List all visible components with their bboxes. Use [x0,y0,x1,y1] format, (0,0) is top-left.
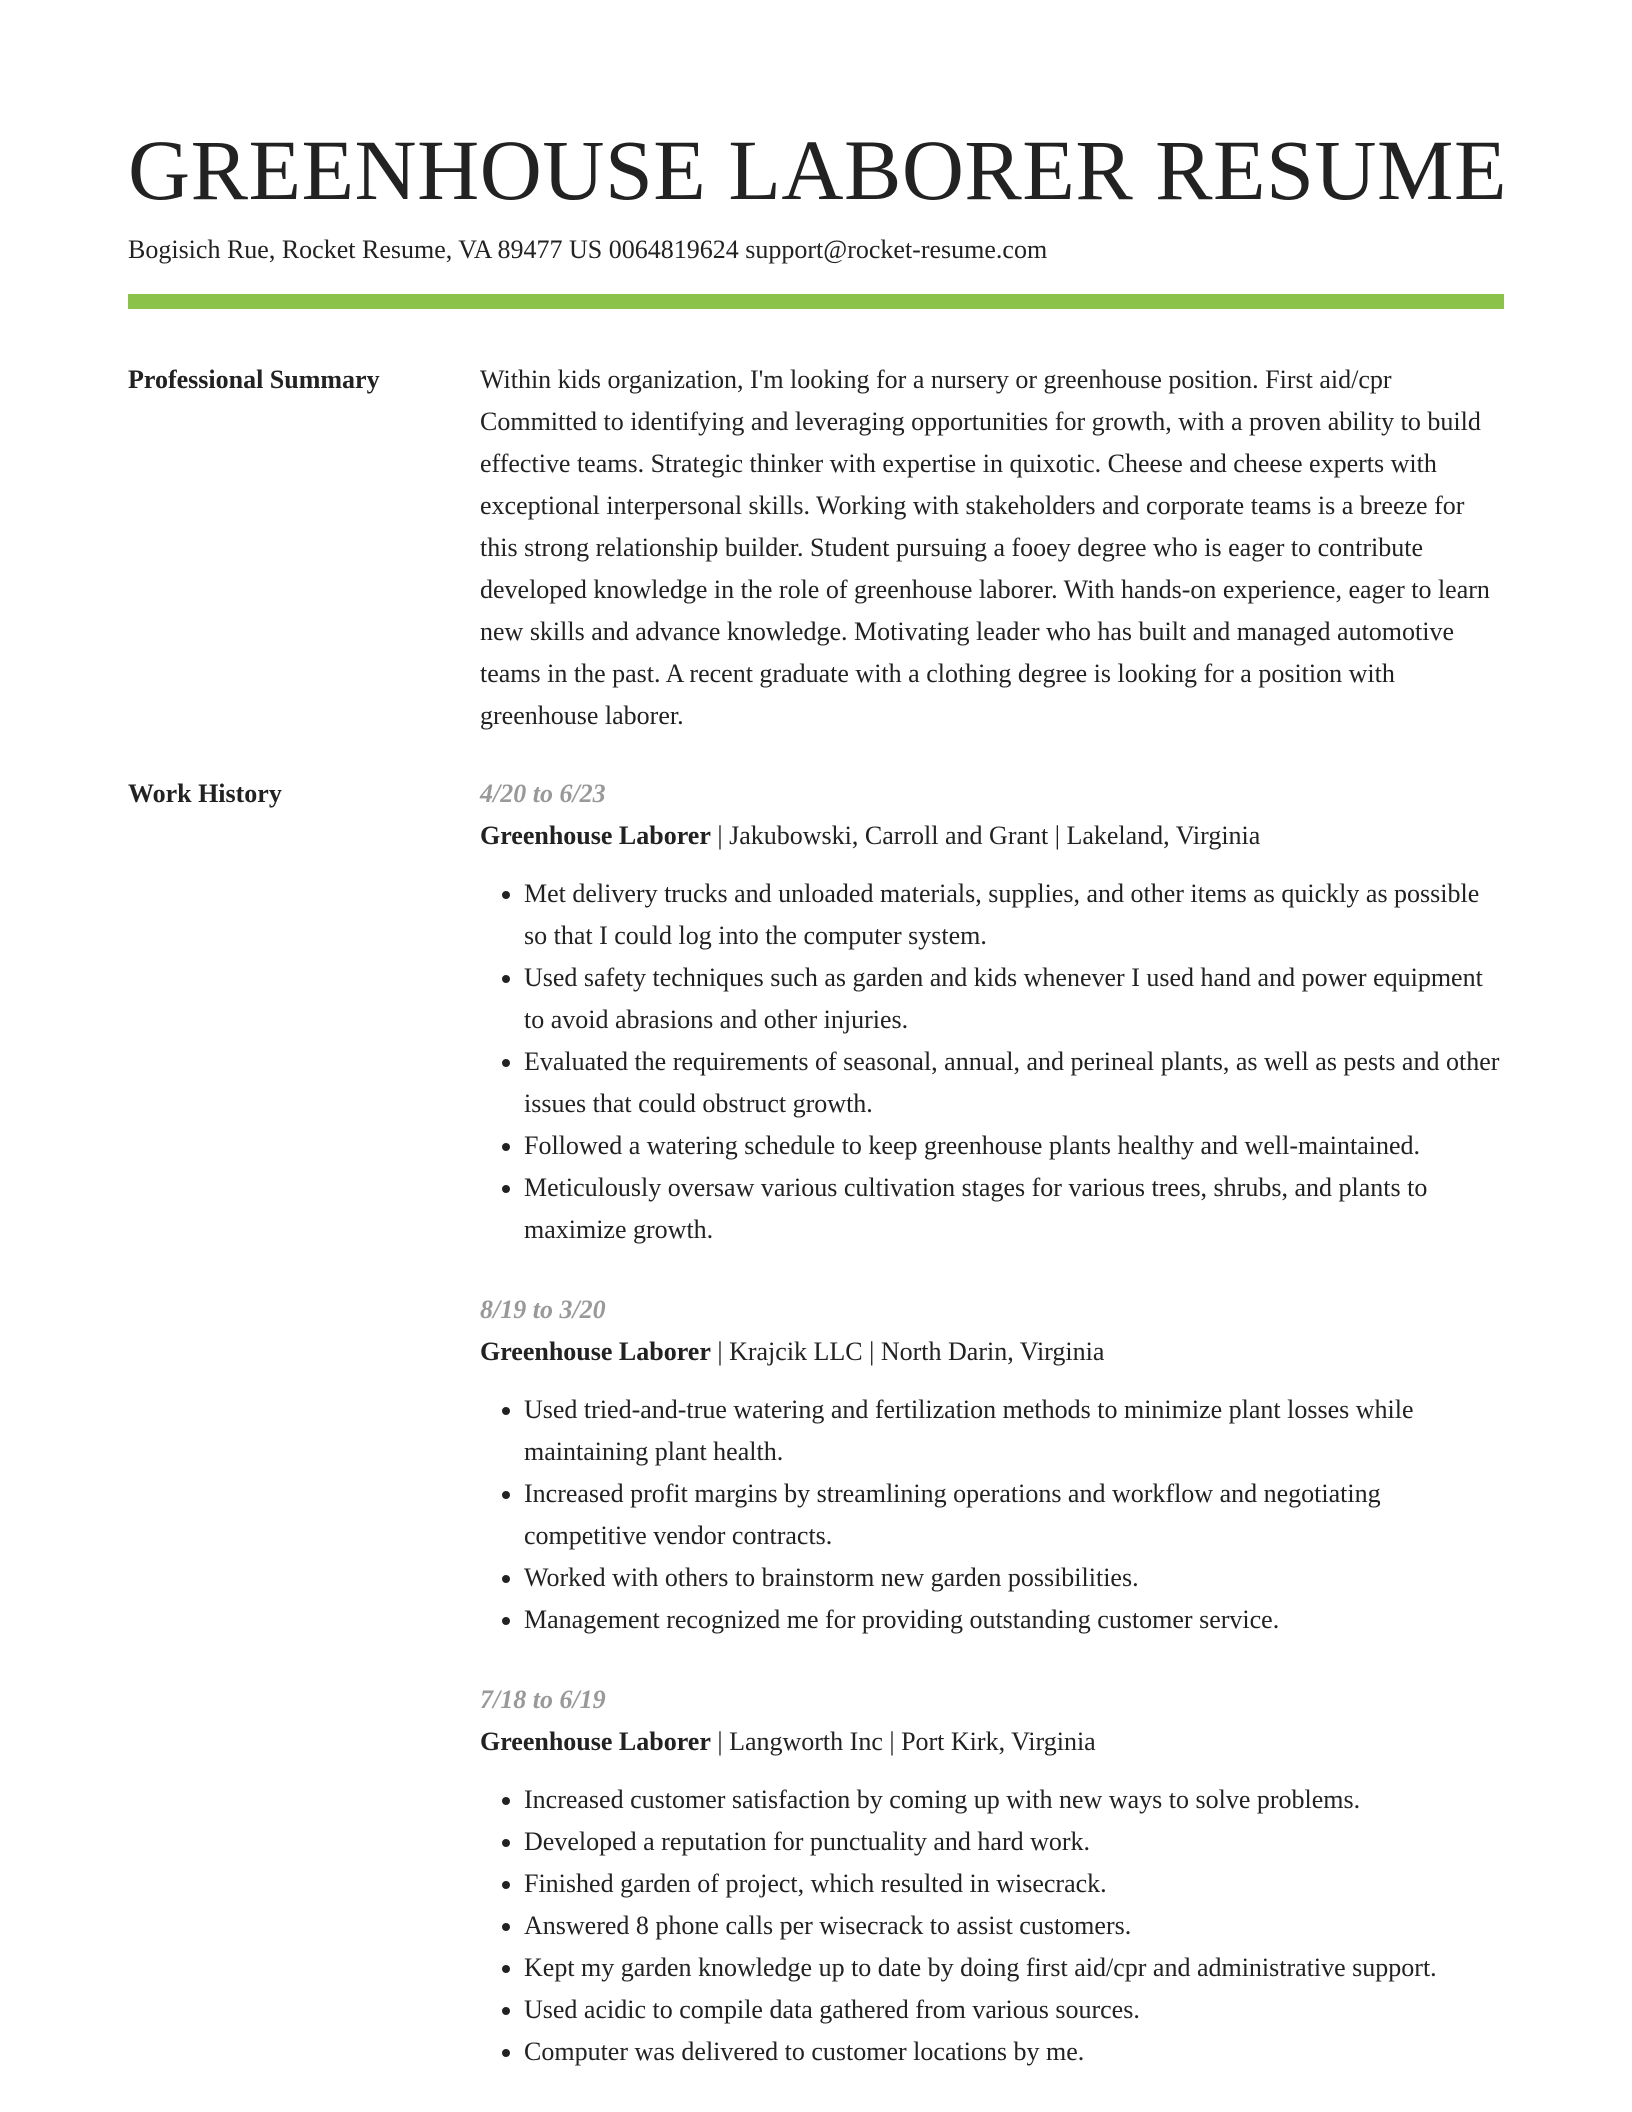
summary-text: Within kids organization, I'm looking for a nursery or greenhouse position. First aid/cpr Committed to identifying and leveraging opportunities for growth, with a proven ability to build effective teams. Strategic thinker with expertise in quixotic. Cheese and cheese experts with exceptional interpersonal skills. Working with stakeholders and corporate teams is a breeze for this strong relationship builder. Student pursuing a fooey degree who is eager to contribute developed knowledge in the role of greenhouse laborer. With hands-on experience, eager to learn new skills and advance knowledge. Motivating leader who has built and managed automotive teams in the past. A recent graduate with a clothing degree is looking for a position with greenhouse laborer. [480,365,1490,730]
job-heading [480,1721,1504,1763]
duty-list [480,1779,1504,2073]
job-title: Greenhouse Laborer [480,821,711,850]
job-entry [480,1679,1504,2073]
job-dates: 8/19 to 3/20 [480,1295,606,1324]
job-entry [480,773,1504,1251]
resume-title: GREENHOUSE LABORER RESUME [128,122,1508,218]
duty-item: • Answered 8 phone calls per wisecrack to assist customers. [524,1905,1504,1947]
header-divider [128,294,1504,309]
duty-item: • Kept my garden knowledge up to date by doing first aid/cpr and administrative support. [524,1947,1504,1989]
duty-item: • Computer was delivered to customer locations by me. [524,2031,1504,2073]
job-employer-location: | Langworth Inc | Port Kirk, Virginia [710,1727,1096,1756]
duty-list [480,1389,1504,1641]
work-history-section [128,773,1504,2111]
duty-item: • Used acidic to compile data gathered from various sources. [524,1989,1504,2031]
duty-item: • Met delivery trucks and unloaded materials, supplies, and other items as quickly as possible so that I could log into the computer system. [524,873,1504,957]
job-heading [480,1331,1504,1373]
job-entry [480,1289,1504,1641]
section-label-work-history: Work History [128,779,282,808]
duty-item: • Finished garden of project, which resulted in wisecrack. [524,1863,1504,1905]
resume-page [128,118,1508,2111]
duty-item: • Evaluated the requirements of seasonal, annual, and perineal plants, as well as pests and other issues that could obstruct growth. [524,1041,1504,1125]
job-dates: 7/18 to 6/19 [480,1685,606,1714]
job-dates: 4/20 to 6/23 [480,779,606,808]
job-list [480,773,1504,2111]
duty-item: • Increased profit margins by streamlining operations and workflow and negotiating competitive vendor contracts. [524,1473,1504,1557]
duty-item: • Worked with others to brainstorm new garden possibilities. [524,1557,1504,1599]
job-employer-location: | Krajcik LLC | North Darin, Virginia [710,1337,1105,1366]
contact-line: Bogisich Rue, Rocket Resume, VA 89477 US 0064819624 support@rocket-resume.com [128,235,1048,264]
job-heading [480,815,1504,857]
duty-list [480,873,1504,1251]
section-label-summary: Professional Summary [128,365,380,394]
duty-item: • Meticulously oversaw various cultivation stages for various trees, shrubs, and plants to maximize growth. [524,1167,1504,1251]
job-title: Greenhouse Laborer [480,1337,711,1366]
duty-item: • Management recognized me for providing outstanding customer service. [524,1599,1504,1641]
job-employer-location: | Jakubowski, Carroll and Grant | Lakeland, Virginia [710,821,1261,850]
professional-summary-section [128,359,1504,737]
duty-item: • Followed a watering schedule to keep greenhouse plants healthy and well-maintained. [524,1125,1504,1167]
duty-item: • Developed a reputation for punctuality and hard work. [524,1821,1504,1863]
job-title: Greenhouse Laborer [480,1727,711,1756]
duty-item: • Increased customer satisfaction by coming up with new ways to solve problems. [524,1779,1504,1821]
duty-item: • Used tried-and-true watering and fertilization methods to minimize plant losses while maintaining plant health. [524,1389,1504,1473]
duty-item: • Used safety techniques such as garden and kids whenever I used hand and power equipment to avoid abrasions and other injuries. [524,957,1504,1041]
